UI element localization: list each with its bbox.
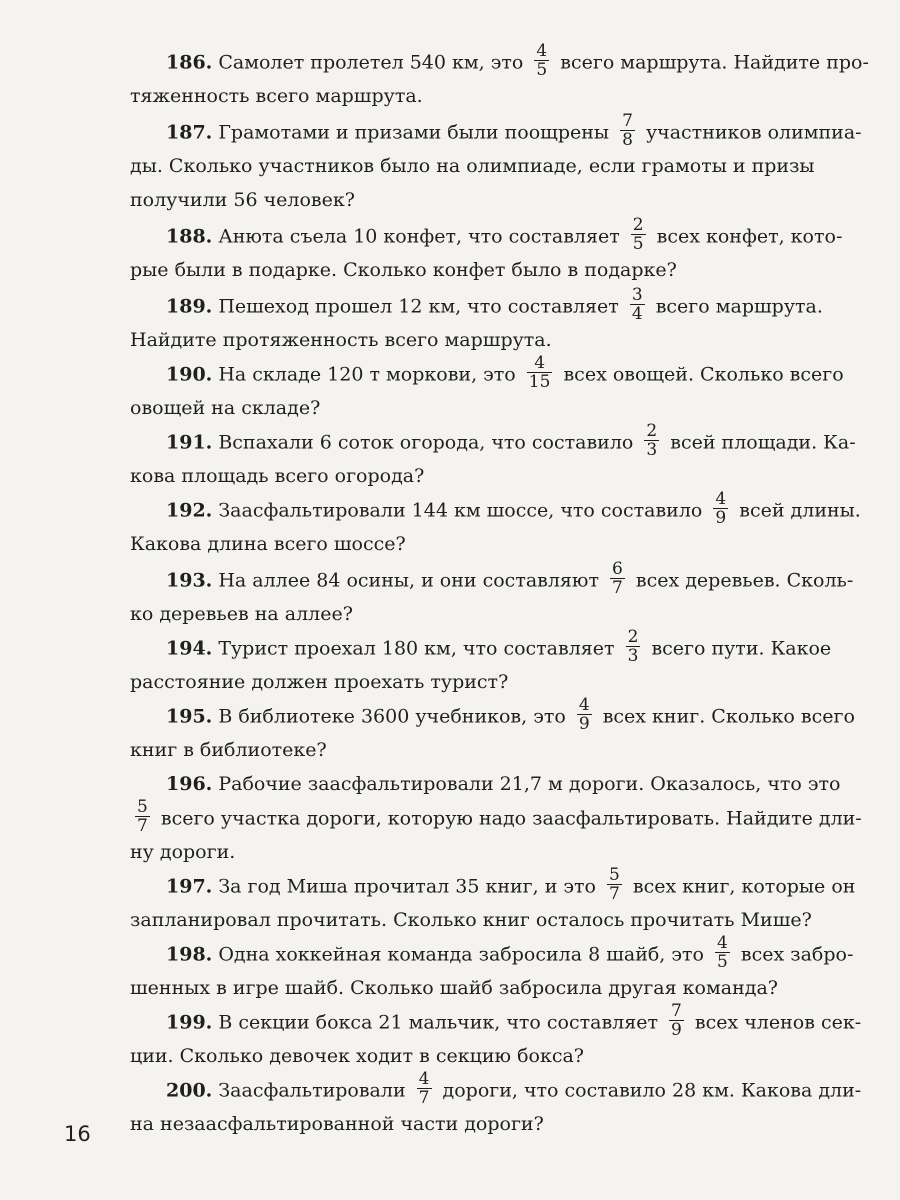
fraction-numerator: 6 (612, 559, 623, 579)
problem-line (130, 79, 855, 113)
fraction-numerator: 2 (632, 215, 644, 235)
problem-line (130, 527, 855, 561)
problem-line (130, 459, 855, 493)
problem-text: участников олимпиа- (645, 121, 862, 144)
problem-text: книг в библиотеке? (130, 739, 327, 761)
problem-line (130, 971, 855, 1005)
problem-line (130, 733, 855, 767)
fraction (577, 696, 592, 733)
fraction-denominator: 3 (646, 440, 658, 460)
problem-189 (130, 285, 855, 357)
problem-line (130, 353, 855, 392)
fraction-denominator: 7 (609, 884, 620, 904)
problem-text: всего пути. Какое (651, 637, 832, 660)
fraction-numerator: 2 (627, 627, 639, 647)
problem-text: В библиотеке 3600 учебников, это (218, 705, 566, 728)
fraction-numerator: 4 (715, 489, 727, 509)
problem-text: ции. Сколько девочек ходит в секцию бокса? (130, 1045, 584, 1067)
fraction (135, 798, 150, 835)
fraction-numerator: 3 (631, 285, 643, 305)
problem-text: Какова длина всего шоссе? (130, 533, 406, 555)
problem-line (130, 865, 856, 904)
problem-text: всех конфет, кото- (656, 225, 843, 248)
problem-number: 195. (166, 705, 213, 728)
problem-text: На складе 120 т моркови, это (218, 363, 516, 386)
fraction (631, 216, 646, 253)
problem-line (130, 285, 855, 324)
problem-line (130, 933, 855, 972)
problem-line (130, 835, 855, 869)
problem-text: кова площадь всего огорода? (130, 465, 425, 487)
problem-number: 198. (166, 943, 213, 966)
problem-text: дороги, что составило 28 км. Какова дли- (442, 1079, 862, 1102)
problem-text: всего участка дороги, которую надо заасфальтировать. Найдите дли- (160, 807, 862, 830)
problem-line (130, 149, 855, 183)
problem-line (130, 489, 861, 528)
problem-number: 194. (166, 637, 213, 660)
fraction-denominator: 7 (612, 578, 623, 598)
problem-line (130, 421, 856, 460)
fraction-numerator: 4 (418, 1069, 430, 1089)
problem-188 (130, 215, 855, 287)
problem-line (130, 559, 855, 598)
problem-text: Одна хоккейная команда забросила 8 шайб, это (218, 943, 704, 966)
fraction (630, 286, 645, 323)
problem-193 (130, 559, 855, 631)
problem-text: ко деревьев на аллее? (130, 603, 353, 625)
problem-186 (130, 41, 869, 113)
fraction-denominator: 5 (632, 234, 644, 254)
problem-190 (130, 353, 855, 425)
problem-198 (130, 933, 855, 1005)
problem-text: В секции бокса 21 мальчик, что составляет (218, 1011, 658, 1034)
fraction-numerator: 5 (137, 797, 148, 817)
fraction-denominator: 7 (418, 1088, 430, 1108)
problem-text: Найдите протяженность всего маршрута. (130, 329, 552, 351)
problem-line (130, 41, 869, 80)
problem-number: 197. (166, 875, 213, 898)
problem-text: Грамотами и призами были поощрены (218, 121, 610, 144)
fraction-denominator: 5 (717, 952, 728, 972)
problem-line (130, 1107, 855, 1141)
problem-line (130, 903, 855, 937)
fraction-numerator: 4 (717, 933, 728, 953)
problem-number: 189. (166, 295, 213, 318)
fraction-numerator: 4 (536, 41, 548, 61)
problem-text: Анюта съела 10 конфет, что составляет (218, 225, 620, 248)
problem-text: тяженность всего маршрута. (130, 85, 423, 107)
fraction-denominator: 4 (631, 304, 643, 324)
problem-line (130, 215, 855, 254)
problem-line (130, 111, 862, 150)
fraction (610, 560, 625, 597)
fraction-denominator: 9 (715, 508, 727, 528)
fraction (607, 866, 622, 903)
problem-200 (130, 1069, 862, 1141)
problem-text: получили 56 человек? (130, 189, 355, 211)
problem-text: всего маршрута. Найдите про- (560, 51, 869, 74)
problem-line (130, 1001, 862, 1040)
problem-line (130, 627, 855, 666)
problem-192 (130, 489, 861, 561)
problem-text: ды. Сколько участников было на олимпиаде, если грамоты и призы (130, 155, 815, 177)
problem-text: Заасфальтировали (218, 1079, 406, 1102)
problem-number: 188. (166, 225, 213, 248)
problem-number: 190. (166, 363, 213, 386)
problem-text: на незаасфальтированной части дороги? (130, 1113, 544, 1135)
problem-text: Заасфальтировали 144 км шоссе, что составило (218, 499, 703, 522)
problem-number: 192. (166, 499, 213, 522)
problem-text: всей площади. Ка- (670, 431, 856, 454)
problem-number: 193. (166, 569, 213, 592)
problem-number: 196. (166, 773, 213, 795)
problem-text: рые были в подарке. Сколько конфет было в подарке? (130, 259, 677, 281)
problem-text: всех забро- (740, 943, 854, 966)
fraction (620, 112, 635, 149)
problem-number: 199. (166, 1011, 213, 1034)
fraction (644, 422, 659, 459)
problem-194 (130, 627, 855, 699)
problem-line (130, 767, 855, 801)
problem-text: всех книг, которые он (632, 875, 856, 898)
fraction-denominator: 5 (536, 60, 548, 80)
problem-text: всего маршрута. (655, 295, 823, 318)
problem-line (130, 323, 855, 357)
fraction-numerator: 2 (646, 421, 658, 441)
problem-line (130, 797, 862, 836)
problem-line (130, 695, 855, 734)
problem-191 (130, 421, 856, 493)
problem-187 (130, 111, 862, 217)
problem-text: всей длины. (739, 499, 861, 522)
problem-text: ну дороги. (130, 841, 236, 863)
problem-text: всех книг. Сколько всего (602, 705, 855, 728)
problem-number: 200. (166, 1079, 213, 1102)
problem-text: всех членов сек- (694, 1011, 862, 1034)
fraction-denominator: 9 (671, 1020, 682, 1040)
problem-line (130, 391, 855, 425)
fraction-denominator: 8 (622, 130, 633, 150)
problem-line (130, 1039, 855, 1073)
problem-number: 186. (166, 51, 213, 74)
page-number: 16 (64, 1122, 91, 1146)
problem-text: шенных в игре шайб. Сколько шайб забросила другая команда? (130, 977, 778, 999)
problem-line (130, 597, 855, 631)
fraction-denominator: 3 (627, 646, 639, 666)
problem-line (130, 183, 855, 217)
problem-197 (130, 865, 856, 937)
problem-line (130, 665, 855, 699)
problem-line (130, 1069, 862, 1108)
fraction (527, 354, 553, 391)
problem-text: овощей на складе? (130, 397, 321, 419)
fraction (534, 42, 549, 79)
problem-text: На аллее 84 осины, и они составляют (218, 569, 599, 592)
problem-number: 187. (166, 121, 213, 144)
problem-text: расстояние должен проехать турист? (130, 671, 509, 693)
fraction-denominator: 9 (578, 714, 590, 734)
problem-text: Рабочие заасфальтировали 21,7 м дороги. Оказалось, что это (218, 773, 841, 795)
fraction-numerator: 5 (609, 865, 620, 885)
fraction-numerator: 7 (622, 111, 633, 131)
problem-195 (130, 695, 855, 767)
problem-199 (130, 1001, 862, 1073)
fraction-denominator: 7 (137, 816, 148, 836)
problem-text: Вспахали 6 соток огорода, что составило (218, 431, 634, 454)
fraction (713, 490, 728, 527)
problem-text: запланировал прочитать. Сколько книг осталось прочитать Мише? (130, 909, 812, 931)
fraction (715, 934, 730, 971)
problem-text: всех деревьев. Сколь- (635, 569, 854, 592)
fraction-numerator: 4 (578, 695, 590, 715)
problem-text: За год Миша прочитал 35 книг, и это (218, 875, 596, 898)
fraction (626, 628, 641, 665)
fraction-numerator: 7 (671, 1001, 682, 1021)
fraction-denominator: 15 (528, 372, 551, 392)
fraction (669, 1002, 684, 1039)
fraction-numerator: 4 (534, 353, 546, 373)
problem-196 (130, 767, 862, 869)
problem-text: Турист проехал 180 км, что составляет (218, 637, 615, 660)
problem-text: Пешеход прошел 12 км, что составляет (218, 295, 619, 318)
problem-text: всех овощей. Сколько всего (563, 363, 844, 386)
fraction (417, 1070, 432, 1107)
problem-text: Самолет пролетел 540 км, это (218, 51, 524, 74)
problem-line (130, 253, 855, 287)
problem-number: 191. (166, 431, 213, 454)
